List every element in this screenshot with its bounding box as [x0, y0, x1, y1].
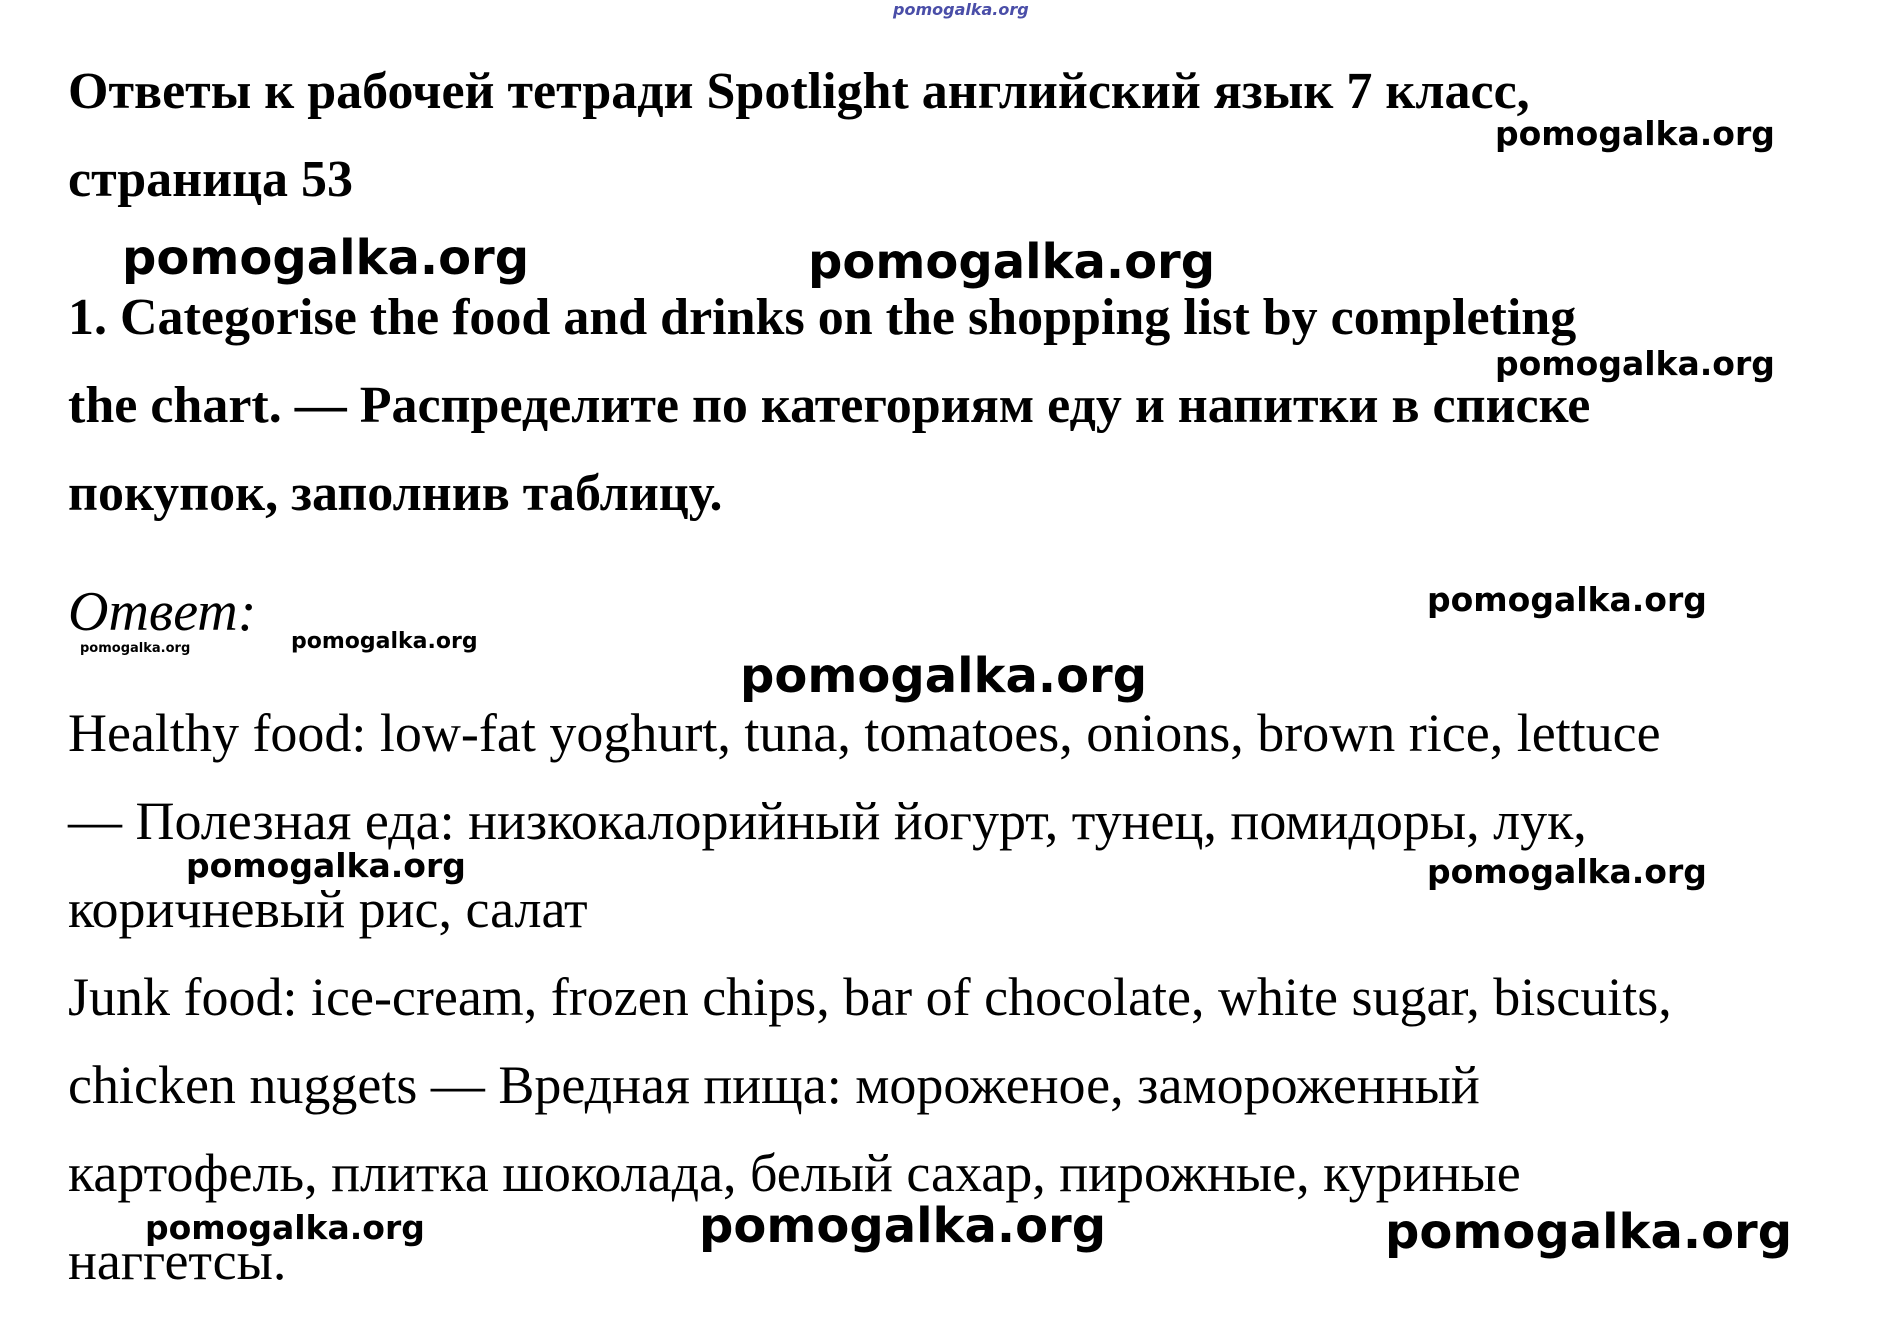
page-title-line-2: страница 53	[68, 151, 354, 208]
watermark: pomogalka.org	[122, 230, 530, 286]
answer-line-4: Junk food: ice-cream, frozen chips, bar of chocolate, white sugar, biscuits,	[68, 967, 1672, 1027]
watermark: pomogalka.org	[80, 641, 191, 656]
answer-line-1: Healthy food: low-fat yoghurt, tuna, tomatoes, onions, brown rice, lettuce	[68, 703, 1661, 763]
watermark: pomogalka.org	[699, 1198, 1107, 1254]
watermark: pomogalka.org	[740, 648, 1148, 704]
answer-line-3: коричневый рис, салат	[68, 879, 588, 939]
watermark: pomogalka.org	[808, 234, 1216, 290]
answer-line-2: — Полезная еда: низкокалорийный йогурт, тунец, помидоры, лук,	[68, 791, 1587, 851]
watermark: pomogalka.org	[186, 846, 466, 885]
task-line-3: покупок, заполнив таблицу.	[68, 465, 723, 522]
answer-label: Ответ:	[68, 581, 257, 643]
task-line-1: 1. Categorise the food and drinks on the shopping list by completing	[68, 289, 1577, 346]
task-line-2: the chart. — Распределите по категориям еду и напитки в списке	[68, 377, 1591, 434]
watermark: pomogalka.org	[893, 0, 1029, 19]
watermark: pomogalka.org	[145, 1208, 425, 1247]
watermark: pomogalka.org	[291, 629, 478, 654]
watermark: pomogalka.org	[1495, 344, 1775, 383]
watermark: pomogalka.org	[1385, 1204, 1793, 1260]
page-title-line-1: Ответы к рабочей тетради Spotlight английский язык 7 класс,	[68, 63, 1530, 120]
watermark: pomogalka.org	[1427, 580, 1707, 619]
watermark: pomogalka.org	[1495, 114, 1775, 153]
answer-line-5: chicken nuggets — Вредная пища: мороженое, замороженный	[68, 1055, 1480, 1115]
watermark: pomogalka.org	[1427, 852, 1707, 891]
answer-line-7: наггетсы.	[68, 1231, 287, 1291]
answer-line-6: картофель, плитка шоколада, белый сахар, пирожные, куриные	[68, 1143, 1521, 1203]
